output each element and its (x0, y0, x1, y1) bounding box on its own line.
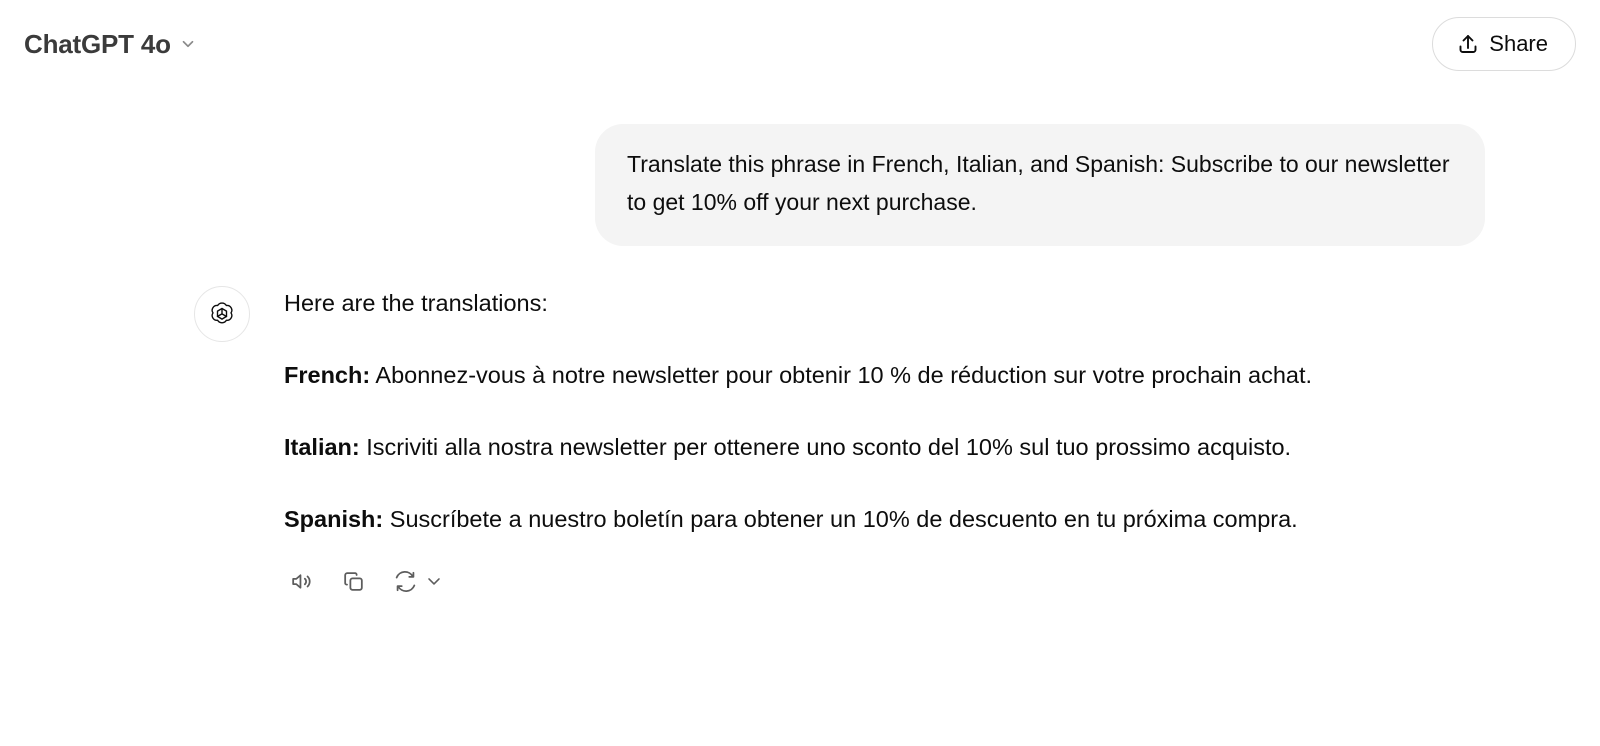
read-aloud-button[interactable] (284, 564, 318, 598)
regenerate-icon (393, 569, 418, 594)
user-message-bubble: Translate this phrase in French, Italian, and Spanish: Subscribe to our newsletter to get 10% off your next purchase. (595, 124, 1485, 246)
model-name-label: ChatGPT 4o (24, 29, 171, 59)
translation-text-italian: Iscriviti alla nostra newsletter per ottenere uno sconto del 10% sul tuo prossimo acquisto. (359, 434, 1292, 461)
translation-text-spanish: Suscríbete a nuestro boletín para obtener un 10% de descuento en tu próxima compra. (383, 506, 1298, 533)
translation-language-label-italian: Italian: (284, 434, 360, 461)
assistant-intro-text: Here are the translations: (284, 290, 548, 316)
translation-text-french: Abonnez-vous à notre newsletter pour obtenir 10 % de réduction sur votre prochain achat. (370, 362, 1313, 389)
translation-line-spanish (284, 500, 1464, 538)
regenerate-group (388, 564, 444, 598)
translation-language-label-french: French: (284, 362, 371, 389)
translation-line-italian (284, 428, 1464, 466)
regenerate-button[interactable] (388, 564, 422, 598)
chevron-down-icon[interactable] (424, 571, 444, 591)
share-button[interactable] (1432, 17, 1576, 71)
assistant-message-body (284, 280, 1464, 598)
copy-icon (341, 569, 366, 594)
share-label: Share (1489, 31, 1548, 56)
openai-logo-icon (207, 299, 237, 329)
translation-line-french (284, 356, 1464, 394)
user-message-row (0, 124, 1600, 246)
read-aloud-icon (289, 569, 314, 594)
chevron-down-icon[interactable] (179, 35, 197, 53)
top-bar (0, 0, 1600, 88)
share-upload-icon (1456, 32, 1480, 56)
assistant-message-row (0, 280, 1600, 598)
model-switcher-button[interactable] (18, 25, 207, 63)
translation-language-label-spanish: Spanish: (284, 506, 384, 533)
conversation-thread (0, 88, 1600, 746)
message-action-bar (284, 564, 1464, 598)
copy-button[interactable] (336, 564, 370, 598)
avatar (194, 286, 250, 342)
